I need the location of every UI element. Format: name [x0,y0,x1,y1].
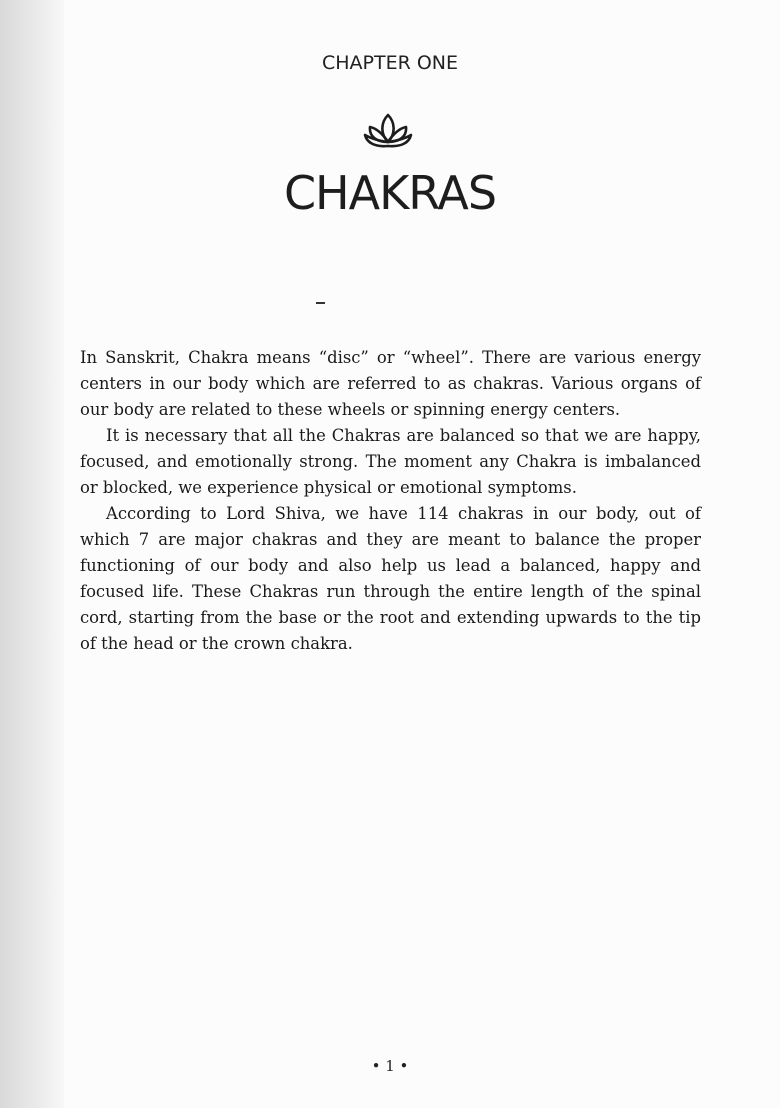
lotus-icon [362,112,414,152]
paragraph-1: In Sanskrit, Chakra means “disc” or “wheel”. There are various energy centers in our body which are referred to as chakras. Various organs of our body are related to these wheels or spinning energy centers. [80,348,701,419]
decorative-dash [316,302,325,304]
paragraph-3: According to Lord Shiva, we have 114 chakras in our body, out of which 7 are major chakras and they are meant to balance the proper functioning of our body and also help us lead a balanced, happy and focused life. These Chakras run through the entire length of the spinal cord, starting from the base or the root and extending upwards to the tip of the head or the crown chakra. [80,504,701,653]
page-number: • 1 • [371,1057,409,1075]
chapter-label: CHAPTER ONE [321,52,459,74]
paragraph-2: It is necessary that all the Chakras are balanced so that we are happy, focused, and emotionally strong. The moment any Chakra is imbalanced or blocked, we experience physical or emotional symptoms. [80,426,701,497]
chapter-body [80,345,701,657]
chapter-title: CHAKRAS [283,166,497,220]
